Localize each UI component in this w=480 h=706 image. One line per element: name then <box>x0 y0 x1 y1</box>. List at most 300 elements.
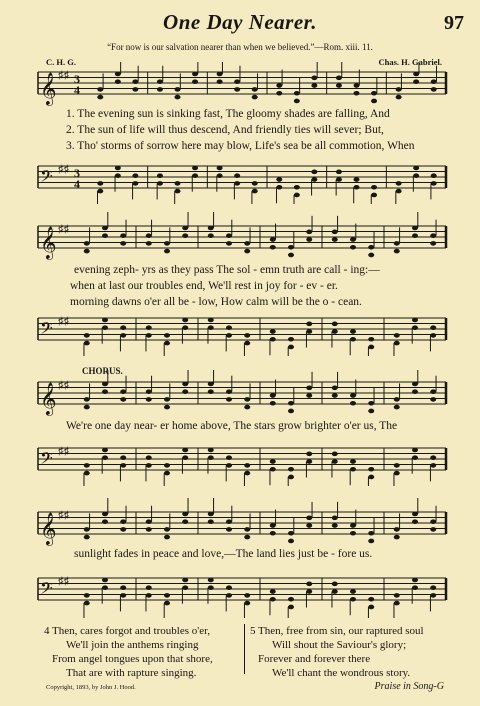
note-head <box>336 76 342 81</box>
note-head <box>350 393 356 398</box>
note-head <box>164 405 170 410</box>
system3-lyric-line-1: We're one day near- er home above, The stars grow brighter o'er us, The <box>66 420 398 432</box>
note-head <box>394 593 400 598</box>
system2-lyric-line-3: morning dawns o'er all be - low, How calm will be the o - cean. <box>70 296 362 308</box>
note-head <box>120 455 126 460</box>
note-head <box>396 87 402 92</box>
note-head <box>226 397 232 402</box>
note-head <box>182 318 188 323</box>
note-head <box>102 318 108 323</box>
note-head <box>84 333 90 338</box>
note-head <box>371 91 377 96</box>
note-head <box>270 329 276 334</box>
note-head <box>182 448 188 453</box>
note-head <box>294 91 300 96</box>
note-head <box>102 325 108 330</box>
note-head <box>306 393 312 398</box>
note-head <box>226 389 232 394</box>
note-head <box>120 397 126 402</box>
note-head <box>102 233 108 238</box>
note-head <box>146 333 152 338</box>
note-head <box>182 233 188 238</box>
note-head <box>336 170 342 175</box>
note-head <box>270 393 276 398</box>
note-head <box>146 233 152 238</box>
note-head <box>306 329 312 334</box>
note-head <box>84 593 90 598</box>
time-signature-bottom: 4 <box>74 177 80 191</box>
staff-system-1-bass <box>0 152 480 204</box>
note-head <box>311 76 317 81</box>
note-head <box>350 401 356 406</box>
note-head <box>368 531 374 536</box>
copyright: Copyright, 1893, by John J. Hood. <box>46 684 136 691</box>
note-head <box>270 523 276 528</box>
note-head <box>226 593 232 598</box>
note-head <box>102 512 108 517</box>
note-head <box>120 585 126 590</box>
verse-4-line-3: From angel tongues upon that shore, <box>52 653 213 665</box>
note-head <box>102 585 108 590</box>
note-head <box>332 452 338 457</box>
chorus-label: CHORUS. <box>82 366 123 376</box>
note-head <box>244 527 250 532</box>
note-head <box>208 382 214 387</box>
note-head <box>394 341 400 346</box>
note-head <box>368 337 374 342</box>
note-head <box>332 329 338 334</box>
note-head <box>132 173 138 178</box>
note-head <box>430 389 436 394</box>
note-head <box>84 535 90 540</box>
time-signature-bottom: 4 <box>74 83 80 97</box>
note-head <box>306 452 312 457</box>
note-head <box>288 409 294 414</box>
note-head <box>164 527 170 532</box>
verse-5 <box>250 624 424 680</box>
note-head <box>276 91 282 96</box>
note-head <box>252 87 258 92</box>
note-head <box>412 233 418 238</box>
note-head <box>164 341 170 346</box>
note-head <box>234 173 240 178</box>
note-head <box>208 389 214 394</box>
note-head <box>431 173 437 178</box>
note-head <box>350 459 356 464</box>
note-head <box>332 582 338 587</box>
note-head <box>412 318 418 323</box>
note-head <box>244 241 250 246</box>
note-head <box>244 463 250 468</box>
note-head <box>311 177 317 182</box>
note-head <box>270 459 276 464</box>
note-head <box>208 455 214 460</box>
verse-5-line-2: Will shout the Saviour's glory; <box>272 639 407 651</box>
note-head <box>288 475 294 480</box>
verse-4-line-2: We'll join the anthems ringing <box>66 639 199 651</box>
note-head <box>182 512 188 517</box>
note-head <box>97 95 103 100</box>
note-head <box>270 337 276 342</box>
note-head <box>350 329 356 334</box>
note-head <box>350 467 356 472</box>
note-head <box>270 589 276 594</box>
note-head <box>84 471 90 476</box>
composer: Chas. H. Gabriel. <box>378 57 442 67</box>
note-head <box>146 463 152 468</box>
staff-system-4-bass <box>0 562 480 618</box>
note-head <box>288 337 294 342</box>
note-head <box>146 325 152 330</box>
staff-system-4-treble <box>0 498 480 550</box>
key-signature-icon: ♯♯ <box>58 315 69 328</box>
note-head <box>164 593 170 598</box>
note-head <box>175 87 181 92</box>
note-head <box>102 519 108 524</box>
note-head <box>182 325 188 330</box>
note-head <box>270 597 276 602</box>
staff-system-1-treble <box>0 62 480 108</box>
note-head <box>354 83 360 88</box>
page-number: 97 <box>444 12 464 34</box>
note-head <box>430 527 436 532</box>
note-head <box>115 166 121 171</box>
note-head <box>394 463 400 468</box>
note-head <box>350 337 356 342</box>
hymn-title: One Day Nearer. <box>163 10 317 34</box>
verse-5-line-3: Forever and forever there <box>258 653 371 665</box>
note-head <box>394 527 400 532</box>
staff-system-3-treble <box>0 370 480 420</box>
note-head <box>306 459 312 464</box>
note-head <box>115 173 121 178</box>
note-head <box>97 87 103 92</box>
note-head <box>368 539 374 544</box>
note-head <box>354 177 360 182</box>
note-head <box>412 455 418 460</box>
note-head <box>288 597 294 602</box>
note-head <box>226 463 232 468</box>
note-head <box>306 589 312 594</box>
note-head <box>146 241 152 246</box>
note-head <box>270 401 276 406</box>
note-head <box>431 79 437 84</box>
note-head <box>336 177 342 182</box>
note-head <box>226 241 232 246</box>
note-head <box>288 467 294 472</box>
note-head <box>430 463 436 468</box>
note-head <box>84 249 90 254</box>
bass-clef-icon: 𝄢 <box>40 580 53 602</box>
note-head <box>294 185 300 190</box>
note-head <box>371 185 377 190</box>
note-head <box>394 241 400 246</box>
note-head <box>332 523 338 528</box>
note-head <box>146 397 152 402</box>
note-head <box>332 393 338 398</box>
note-head <box>244 341 250 346</box>
note-head <box>146 585 152 590</box>
note-head <box>132 181 138 186</box>
note-head <box>430 455 436 460</box>
note-head <box>270 237 276 242</box>
note-head <box>368 245 374 250</box>
note-head <box>276 83 282 88</box>
bass-clef-icon: 𝄢 <box>40 450 53 472</box>
note-head <box>412 519 418 524</box>
note-head <box>208 519 214 524</box>
note-head <box>192 173 198 178</box>
note-head <box>412 226 418 231</box>
note-head <box>368 475 374 480</box>
note-head <box>412 382 418 387</box>
note-head <box>288 531 294 536</box>
staff-system-3-bass <box>0 434 480 486</box>
note-head <box>306 523 312 528</box>
note-head <box>102 382 108 387</box>
note-head <box>217 72 223 77</box>
note-head <box>276 177 282 182</box>
note-head <box>208 448 214 453</box>
note-head <box>336 83 342 88</box>
note-head <box>164 535 170 540</box>
note-head <box>431 87 437 92</box>
note-head <box>97 189 103 194</box>
note-head <box>182 585 188 590</box>
note-head <box>371 193 377 198</box>
note-head <box>394 471 400 476</box>
key-signature-icon: ♯♯ <box>58 575 69 588</box>
note-head <box>311 170 317 175</box>
note-head <box>332 516 338 521</box>
note-head <box>412 585 418 590</box>
note-head <box>288 345 294 350</box>
note-head <box>368 409 374 414</box>
note-head <box>350 597 356 602</box>
treble-clef-icon: 𝄞 <box>40 74 57 105</box>
system1-lyric-line-3: 3. Tho' storms of sorrow here may blow, Life's sea be all commotion, When <box>66 140 415 152</box>
note-head <box>84 241 90 246</box>
note-head <box>288 245 294 250</box>
note-head <box>217 173 223 178</box>
note-head <box>175 189 181 194</box>
note-head <box>146 527 152 532</box>
note-head <box>396 95 402 100</box>
note-head <box>208 318 214 323</box>
note-head <box>146 593 152 598</box>
note-head <box>288 605 294 610</box>
note-head <box>244 593 250 598</box>
key-signature-icon: ♯♯ <box>58 69 69 82</box>
note-head <box>208 512 214 517</box>
note-head <box>97 181 103 186</box>
note-head <box>146 389 152 394</box>
note-head <box>430 333 436 338</box>
treble-clef-icon: 𝄞 <box>40 514 57 545</box>
note-head <box>132 87 138 92</box>
note-head <box>146 455 152 460</box>
note-head <box>164 463 170 468</box>
note-head <box>311 83 317 88</box>
note-head <box>226 527 232 532</box>
note-head <box>132 79 138 84</box>
note-head <box>430 593 436 598</box>
note-head <box>371 99 377 104</box>
note-head <box>332 459 338 464</box>
note-head <box>182 226 188 231</box>
bass-clef-icon: 𝄢 <box>40 168 53 190</box>
system2-lyric-line-1: evening zeph- yrs as they pass The sol - emn truth are call - ing:— <box>74 264 380 276</box>
note-head <box>182 455 188 460</box>
note-head <box>115 72 121 77</box>
note-head <box>84 341 90 346</box>
note-head <box>396 181 402 186</box>
note-head <box>164 397 170 402</box>
note-head <box>164 241 170 246</box>
note-head <box>102 578 108 583</box>
note-head <box>413 166 419 171</box>
treble-clef-icon: 𝄞 <box>40 228 57 259</box>
note-head <box>350 531 356 536</box>
note-head <box>84 463 90 468</box>
note-head <box>413 79 419 84</box>
note-head <box>226 233 232 238</box>
note-head <box>244 397 250 402</box>
note-head <box>146 519 152 524</box>
note-head <box>226 455 232 460</box>
note-head <box>430 519 436 524</box>
epigraph: “For now is our salvation nearer than when we believed.”—Rom. xiii. 11. <box>107 42 373 52</box>
note-head <box>234 181 240 186</box>
note-head <box>413 173 419 178</box>
note-head <box>412 325 418 330</box>
verse-5-line-4: We'll chant the wondrous story. <box>272 667 411 679</box>
note-head <box>430 325 436 330</box>
note-head <box>217 166 223 171</box>
note-head <box>208 578 214 583</box>
source-credit: Praise in Song-G <box>374 681 444 692</box>
note-head <box>306 237 312 242</box>
note-head <box>182 389 188 394</box>
system2-lyric-line-2: when at last our troubles end, We'll rest in joy for - ev - er. <box>70 280 338 292</box>
note-head <box>288 253 294 258</box>
note-head <box>226 325 232 330</box>
note-head <box>430 585 436 590</box>
note-head <box>306 516 312 521</box>
note-head <box>354 185 360 190</box>
note-head <box>412 448 418 453</box>
note-head <box>102 455 108 460</box>
note-head <box>84 527 90 532</box>
note-head <box>252 181 258 186</box>
note-head <box>394 405 400 410</box>
lyricist: C. H. G. <box>46 57 76 67</box>
note-head <box>208 233 214 238</box>
note-head <box>84 405 90 410</box>
note-head <box>157 173 163 178</box>
note-head <box>208 226 214 231</box>
note-head <box>412 389 418 394</box>
bass-clef-icon: 𝄢 <box>40 320 53 342</box>
note-head <box>350 245 356 250</box>
note-head <box>270 531 276 536</box>
note-head <box>164 249 170 254</box>
note-head <box>192 72 198 77</box>
note-head <box>102 226 108 231</box>
verse-5-line-1: 5 Then, free from sin, our raptured soul <box>250 625 424 637</box>
note-head <box>394 333 400 338</box>
note-head <box>120 325 126 330</box>
note-head <box>164 601 170 606</box>
staff-system-2-bass <box>0 306 480 356</box>
note-head <box>102 448 108 453</box>
note-head <box>430 233 436 238</box>
note-head <box>306 386 312 391</box>
note-head <box>252 95 258 100</box>
note-head <box>412 578 418 583</box>
note-head <box>157 181 163 186</box>
note-head <box>208 325 214 330</box>
note-head <box>332 322 338 327</box>
note-head <box>350 523 356 528</box>
staff-system-2-treble <box>0 212 480 262</box>
note-head <box>288 401 294 406</box>
time-signature-top: 3 <box>74 166 80 180</box>
note-head <box>226 585 232 590</box>
note-head <box>306 230 312 235</box>
system1-lyric-line-1: 1. The evening sun is sinking fast, The gloomy shades are falling, And <box>66 108 390 120</box>
note-head <box>182 382 188 387</box>
note-head <box>332 589 338 594</box>
note-head <box>394 601 400 606</box>
note-head <box>244 249 250 254</box>
note-head <box>350 237 356 242</box>
key-signature-icon: ♯♯ <box>58 509 69 522</box>
verse-divider <box>244 624 245 674</box>
note-head <box>234 87 240 92</box>
note-head <box>244 601 250 606</box>
note-head <box>175 95 181 100</box>
note-head <box>115 79 121 84</box>
note-head <box>164 471 170 476</box>
system1-lyric-line-2: 2. The sun of life will thus descend, And friendly ties will sever; But, <box>66 124 384 136</box>
note-head <box>182 578 188 583</box>
verse-4-line-4: That are with rapture singing. <box>66 667 197 679</box>
note-head <box>270 245 276 250</box>
note-head <box>244 405 250 410</box>
note-head <box>234 79 240 84</box>
note-head <box>431 181 437 186</box>
key-signature-icon: ♯♯ <box>58 445 69 458</box>
note-head <box>84 397 90 402</box>
note-head <box>120 519 126 524</box>
note-head <box>332 230 338 235</box>
note-head <box>394 249 400 254</box>
note-head <box>244 471 250 476</box>
note-head <box>332 386 338 391</box>
note-head <box>175 181 181 186</box>
note-head <box>182 519 188 524</box>
note-head <box>120 233 126 238</box>
note-head <box>368 467 374 472</box>
note-head <box>354 91 360 96</box>
note-head <box>368 605 374 610</box>
verse-4 <box>44 624 213 680</box>
note-head <box>226 519 232 524</box>
note-head <box>226 333 232 338</box>
note-head <box>120 463 126 468</box>
note-head <box>368 253 374 258</box>
